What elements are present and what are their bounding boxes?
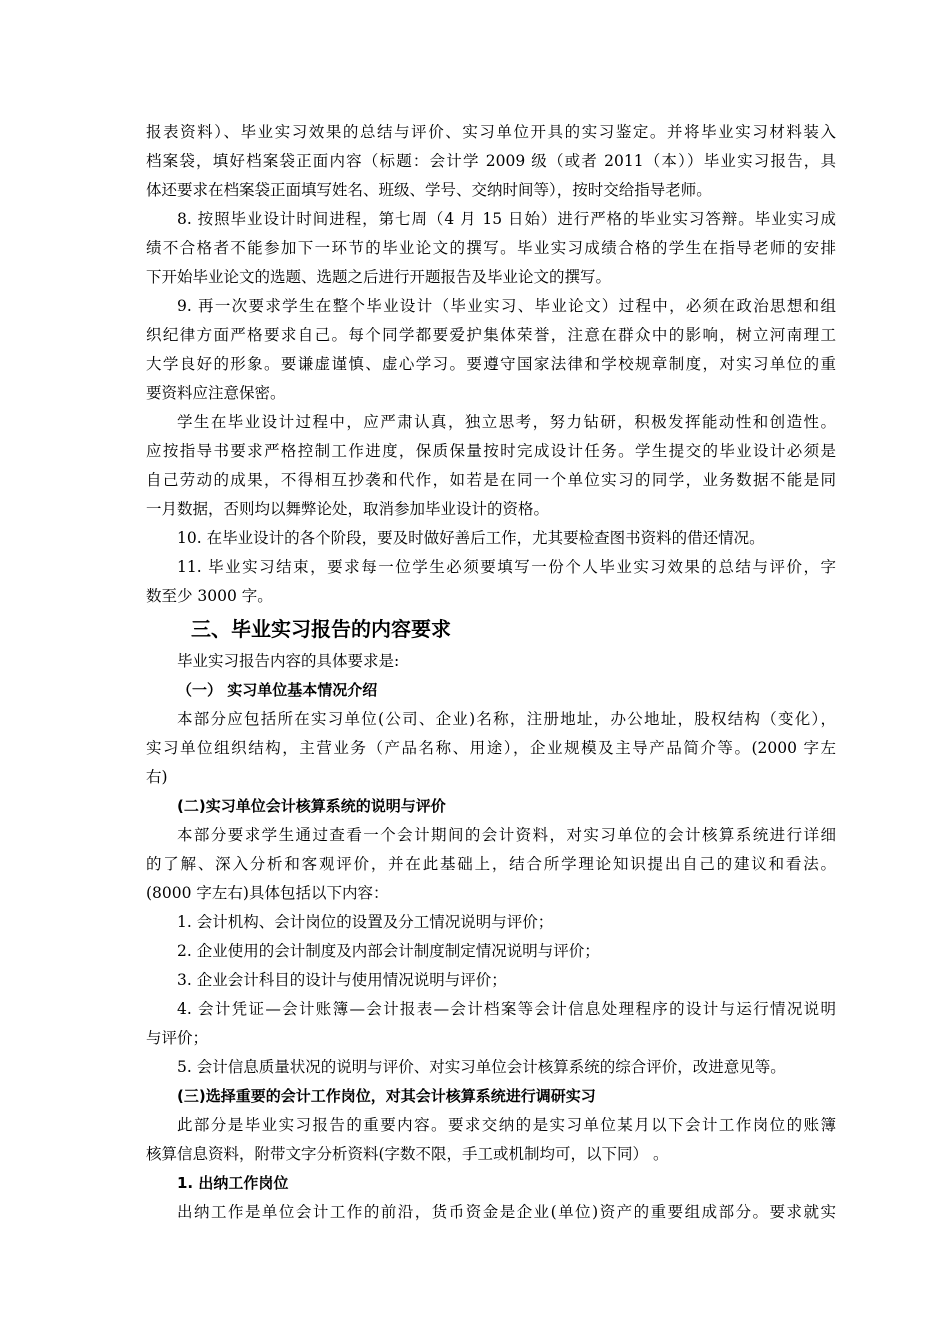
text-line: 2. 企业使用的会计制度及内部会计制度制定情况说明与评价； (177, 942, 600, 960)
text-line: 1. 会计机构、会计岗位的设置及分工情况说明与评价； (177, 913, 554, 931)
text-line: 3. 企业会计科目的设计与使用情况说明与评价； (177, 971, 507, 989)
text-line: 的了解、深入分析和客观评价，并在此基础上，结合所学理论知识提出自己的建议和看法。 (146, 855, 836, 873)
text-line: 大学良好的形象。要谦虚谨慎、虚心学习。要遵守国家法律和学校规章制度，对实习单位的重 (146, 355, 836, 373)
text-line: 应按指导书要求严格控制工作进度，保质保量按时完成设计任务。学生提交的毕业设计必须是 (146, 442, 836, 460)
text-line: 11. 毕业实习结束，要求每一位学生必须要填写一份个人毕业实习效果的总结与评价，字 (177, 558, 836, 576)
text-line: 数至少 3000 字。 (146, 587, 273, 605)
text-line: 右) (146, 768, 168, 786)
text-line: 10. 在毕业设计的各个阶段，要及时做好善后工作，尤其要检查图书资料的借还情况。 (177, 529, 765, 547)
text-line: 出纳工作是单位会计工作的前沿，货币资金是企业(单位)资产的重要组成部分。要求就实 (177, 1203, 836, 1221)
text-line: 与评价； (146, 1029, 209, 1047)
text-line: 9. 再一次要求学生在整个毕业设计（毕业实习、毕业论文）过程中，必须在政治思想和组 (177, 297, 836, 315)
text-line: 4. 会计凭证—会计账簿—会计报表—会计档案等会计信息处理程序的设计与运行情况说明 (177, 1000, 836, 1018)
text-line: 档案袋，填好档案袋正面内容（标题：会计学 2009 级（或者 2011（本））毕业实习报告，具 (146, 152, 836, 170)
text-line: 学生在毕业设计过程中，应严肃认真，独立思考，努力钻研，积极发挥能动性和创造性。 (177, 413, 836, 431)
text-line: 此部分是毕业实习报告的重要内容。要求交纳的是实习单位某月以下会计工作岗位的账簿 (177, 1116, 836, 1134)
text-line: 自己劳动的成果，不得相互抄袭和代作，如若是在同一个单位实习的同学，业务数据不能是同 (146, 471, 836, 489)
text-line: 实习单位组织结构，主营业务（产品名称、用途），企业规模及主导产品简介等。(2000 字左 (146, 739, 836, 757)
text-line: 体还要求在档案袋正面填写姓名、班级、学号、交纳时间等），按时交给指导老师。 (146, 181, 712, 199)
subsection-heading: （一） 实习单位基本情况介绍 (177, 681, 378, 699)
text-line: (8000 字左右)具体包括以下内容： (146, 884, 389, 902)
subsection-heading: (三)选择重要的会计工作岗位，对其会计核算系统进行调研实习 (177, 1087, 596, 1105)
text-line: 本部分要求学生通过查看一个会计期间的会计资料，对实习单位的会计核算系统进行详细 (177, 826, 836, 844)
text-line: 织纪律方面严格要求自己。每个同学都要爱护集体荣誉，注意在群众中的影响，树立河南理工 (146, 326, 836, 344)
text-line: 毕业实习报告内容的具体要求是: (177, 652, 400, 670)
text-line: 本部分应包括所在实习单位(公司、企业)名称，注册地址，办公地址，股权结构（变化）， (177, 710, 836, 728)
subsection-heading: 1. 出纳工作岗位 (177, 1174, 289, 1192)
text-line: 报表资料）、毕业实习效果的总结与评价、实习单位开具的实习鉴定。并将毕业实习材料装入 (146, 123, 836, 141)
document-body (146, 118, 836, 1227)
text-line: 要资料应注意保密。 (146, 384, 286, 402)
text-line: 下开始毕业论文的选题、选题之后进行开题报告及毕业论文的撰写。 (146, 268, 612, 286)
text-line: 8. 按照毕业设计时间进程，第七周（4 月 15 日始）进行严格的毕业实习答辩。毕业实习成 (177, 210, 836, 228)
text-line: 核算信息资料，附带文字分析资料(字数不限，手工或机制均可，以下同） 。 (146, 1145, 669, 1163)
text-line: 绩不合格者不能参加下一环节的毕业论文的撰写。毕业实习成绩合格的学生在指导老师的安排 (146, 239, 836, 257)
text-line: 5. 会计信息质量状况的说明与评价、对实习单位会计核算系统的综合评价，改进意见等。 (177, 1058, 786, 1076)
subsection-heading: (二)实习单位会计核算系统的说明与评价 (177, 797, 446, 815)
text-line: 一月数据，否则均以舞弊论处，取消参加毕业设计的资格。 (146, 500, 550, 518)
section-heading: 三、毕业实习报告的内容要求 (191, 617, 451, 641)
